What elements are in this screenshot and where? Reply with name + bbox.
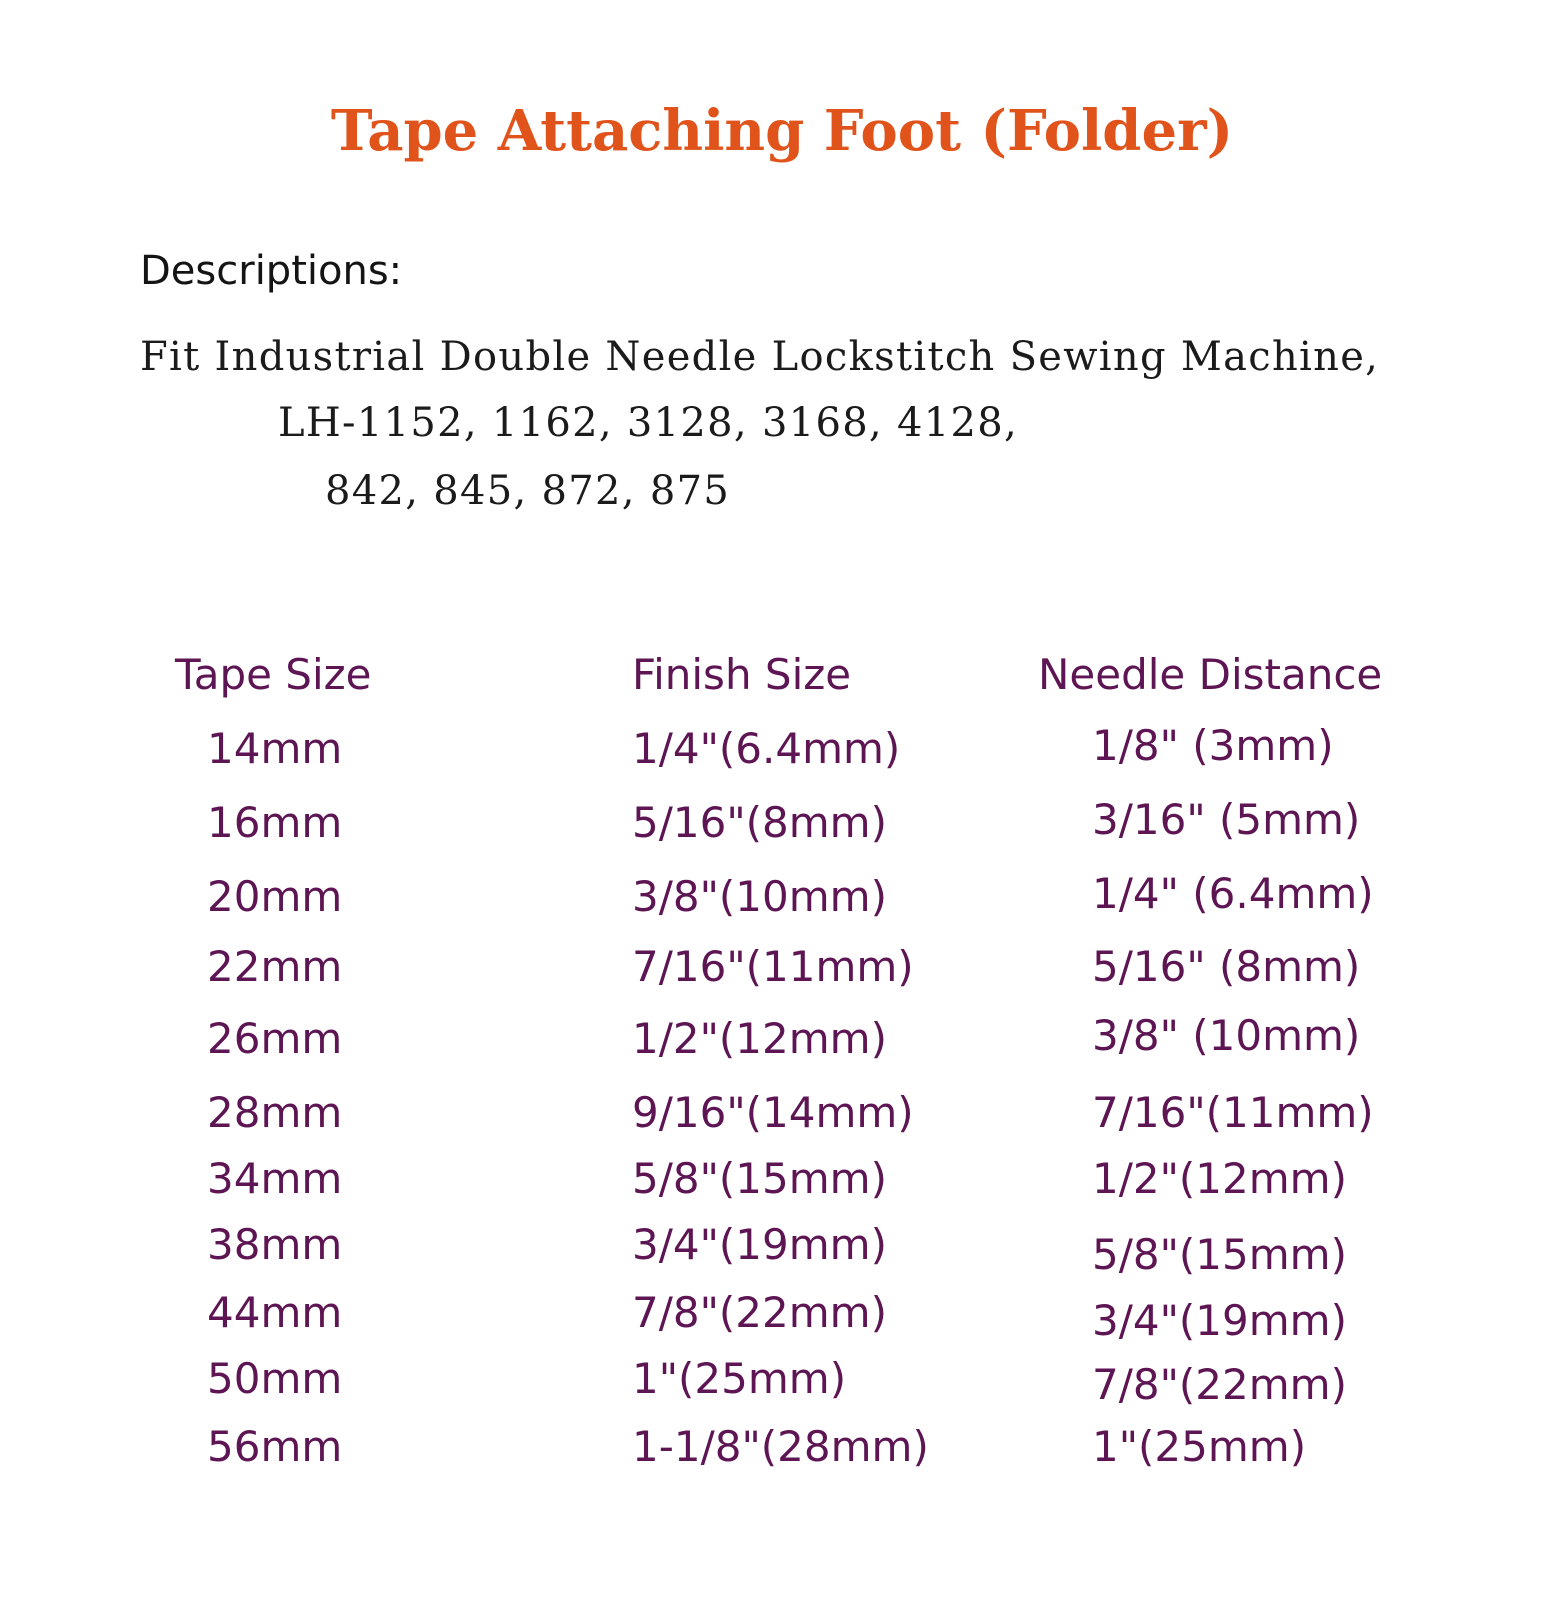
header-tape-size: Tape Size [175,650,372,699]
needle-distance-cell: 1"(25mm) [1092,1422,1307,1471]
tape-size-cell: 14mm [207,724,343,773]
needle-distance-cell: 1/8" (3mm) [1092,721,1334,770]
description-line: 842, 845, 872, 875 [325,468,731,514]
finish-size-cell: 1/2"(12mm) [632,1014,887,1063]
tape-size-cell: 20mm [207,872,343,921]
needle-distance-cell: 5/16" (8mm) [1092,942,1361,991]
finish-size-cell: 7/16"(11mm) [632,942,914,991]
table-row [0,1288,1564,1348]
table-row [0,1088,1564,1148]
needle-distance-cell: 7/16"(11mm) [1092,1088,1374,1137]
finish-size-cell: 1-1/8"(28mm) [632,1422,929,1471]
needle-distance-cell: 3/16" (5mm) [1092,795,1361,844]
table-row [0,1154,1564,1214]
finish-size-cell: 5/8"(15mm) [632,1154,887,1203]
finish-size-cell: 3/8"(10mm) [632,872,887,921]
table-row [0,1011,1564,1074]
tape-size-cell: 38mm [207,1220,343,1269]
tape-size-cell: 56mm [207,1422,343,1471]
description-line: LH-1152, 1162, 3128, 3168, 4128, [278,400,1018,446]
needle-distance-cell: 1/4" (6.4mm) [1092,869,1374,918]
descriptions-label: Descriptions: [140,248,403,294]
finish-size-cell: 7/8"(22mm) [632,1288,887,1337]
table-row [0,1220,1564,1280]
header-needle-distance: Needle Distance [1038,650,1383,699]
table-row [0,1354,1564,1414]
needle-distance-cell: 3/4"(19mm) [1092,1296,1347,1345]
finish-size-cell: 1/4"(6.4mm) [632,724,901,773]
table-row [0,869,1564,932]
finish-size-cell: 3/4"(19mm) [632,1220,887,1269]
table-row [0,942,1564,1002]
needle-distance-cell: 1/2"(12mm) [1092,1154,1347,1203]
finish-size-cell: 5/16"(8mm) [632,798,887,847]
tape-size-cell: 26mm [207,1014,343,1063]
finish-size-cell: 1"(25mm) [632,1354,847,1403]
tape-size-cell: 44mm [207,1288,343,1337]
table-row [0,795,1564,858]
needle-distance-cell: 5/8"(15mm) [1092,1230,1347,1279]
tape-size-cell: 34mm [207,1154,343,1203]
needle-distance-cell: 3/8" (10mm) [1092,1011,1361,1060]
tape-size-cell: 22mm [207,942,343,991]
description-line: Fit Industrial Double Needle Lockstitch Sewing Machine, [140,334,1380,380]
tape-size-cell: 28mm [207,1088,343,1137]
header-finish-size: Finish Size [632,650,852,699]
page-title: Tape Attaching Foot (Folder) [330,98,1234,164]
needle-distance-cell: 7/8"(22mm) [1092,1360,1347,1409]
tape-size-cell: 16mm [207,798,343,847]
finish-size-cell: 9/16"(14mm) [632,1088,914,1137]
tape-size-cell: 50mm [207,1354,343,1403]
table-row [0,721,1564,784]
table-row [0,1422,1564,1482]
